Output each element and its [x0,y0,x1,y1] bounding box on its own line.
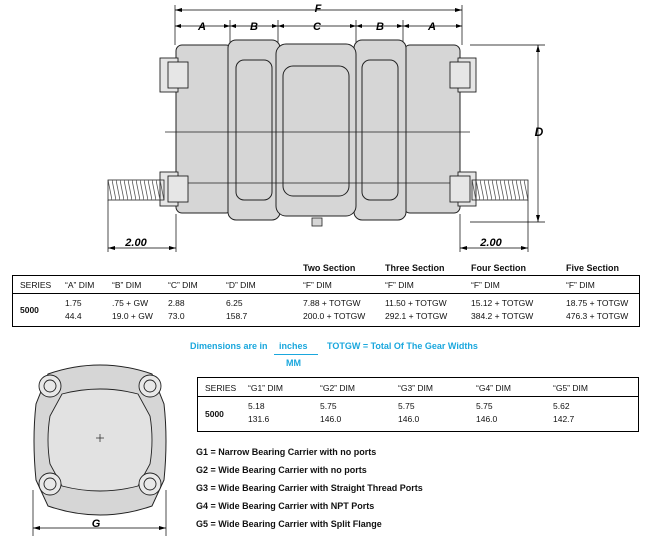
section-header-four: Four Section [471,263,527,273]
col-header-a-dim: “A” DIM [65,280,95,290]
g-col-header-g4: “G4” DIM [476,383,511,393]
legend-g5: G5 = Wide Bearing Carrier with Split Flange [196,519,382,529]
pump-side-view-drawing [0,0,650,260]
col-header-c-dim: “C” DIM [168,280,198,290]
section-header-three: Three Section [385,263,445,273]
dim-label-shaft-right: 2.00 [480,237,502,249]
col-header-f-dim-three: “F” DIM [385,280,414,290]
g-cell-g3-inch: 5.75 [398,401,415,411]
cell-f3-mm: 292.1 + TOTGW [385,311,448,321]
g-cell-g1-inch: 5.18 [248,401,265,411]
legend-g1: G1 = Narrow Bearing Carrier with no ports [196,447,377,457]
cell-a-mm: 44.4 [65,311,82,321]
col-header-b-dim: “B” DIM [112,280,142,290]
section-header-five: Five Section [566,263,620,273]
dim-label-b-right: B [376,21,384,33]
g-cell-g2-inch: 5.75 [320,401,337,411]
col-header-f-dim-two: “F” DIM [303,280,332,290]
col-header-f-dim-four: “F” DIM [471,280,500,290]
cell-b-inch: .75 + GW [112,298,149,308]
dim-label-a-right: A [428,21,436,33]
col-header-d-dim: “D” DIM [226,280,256,290]
legend-g4: G4 = Wide Bearing Carrier with NPT Ports [196,501,375,511]
section-header-two: Two Section [303,263,356,273]
g-cell-g3-mm: 146.0 [398,414,420,424]
units-divider [274,354,318,355]
dim-label-b-left: B [250,21,258,33]
g-cell-g5-mm: 142.7 [553,414,575,424]
g-cell-g4-mm: 146.0 [476,414,498,424]
dim-label-c: C [313,21,321,33]
cell-f2-inch: 7.88 + TOTGW [303,298,361,308]
cell-f3-inch: 11.50 + TOTGW [385,298,447,308]
units-prefix: Dimensions are in [190,341,268,351]
dim-label-g: G [91,518,101,530]
dim-label-d: D [534,125,544,139]
g-col-header-g3: “G3” DIM [398,383,433,393]
cell-a-inch: 1.75 [65,298,82,308]
g-col-header-g5: “G5” DIM [553,383,588,393]
dim-label-f: F [314,3,322,15]
g-col-header-series: SERIES [205,383,237,393]
cell-c-mm: 73.0 [168,311,185,321]
cell-f4-mm: 384.2 + TOTGW [471,311,534,321]
g-col-header-g2: “G2” DIM [320,383,355,393]
cell-f2-mm: 200.0 + TOTGW [303,311,366,321]
legend-g2: G2 = Wide Bearing Carrier with no ports [196,465,367,475]
cell-c-inch: 2.88 [168,298,185,308]
g-series-value: 5000 [205,409,224,419]
g-cell-g4-inch: 5.75 [476,401,493,411]
dim-label-a-left: A [198,21,206,33]
g-cell-g2-mm: 146.0 [320,414,342,424]
g-cell-g5-inch: 5.62 [553,401,570,411]
cell-b-mm: 19.0 + GW [112,311,153,321]
g-cell-g1-mm: 131.6 [248,414,270,424]
cell-f5-mm: 476.3 + TOTGW [566,311,629,321]
units-mm: MM [286,358,301,368]
g-col-header-g1: “G1” DIM [248,383,283,393]
units-totgw-note: TOTGW = Total Of The Gear Widths [327,341,478,351]
units-inches: inches [279,341,308,351]
cell-f5-inch: 18.75 + TOTGW [566,298,629,308]
cell-d-mm: 158.7 [226,311,248,321]
pump-end-view-drawing [0,360,190,540]
cell-d-inch: 6.25 [226,298,243,308]
legend-g3: G3 = Wide Bearing Carrier with Straight Thread Ports [196,483,423,493]
col-header-f-dim-five: “F” DIM [566,280,595,290]
dim-label-shaft-left: 2.00 [125,237,147,249]
col-header-series: SERIES [20,280,52,290]
cell-f4-inch: 15.12 + TOTGW [471,298,534,308]
series-value: 5000 [20,305,39,315]
